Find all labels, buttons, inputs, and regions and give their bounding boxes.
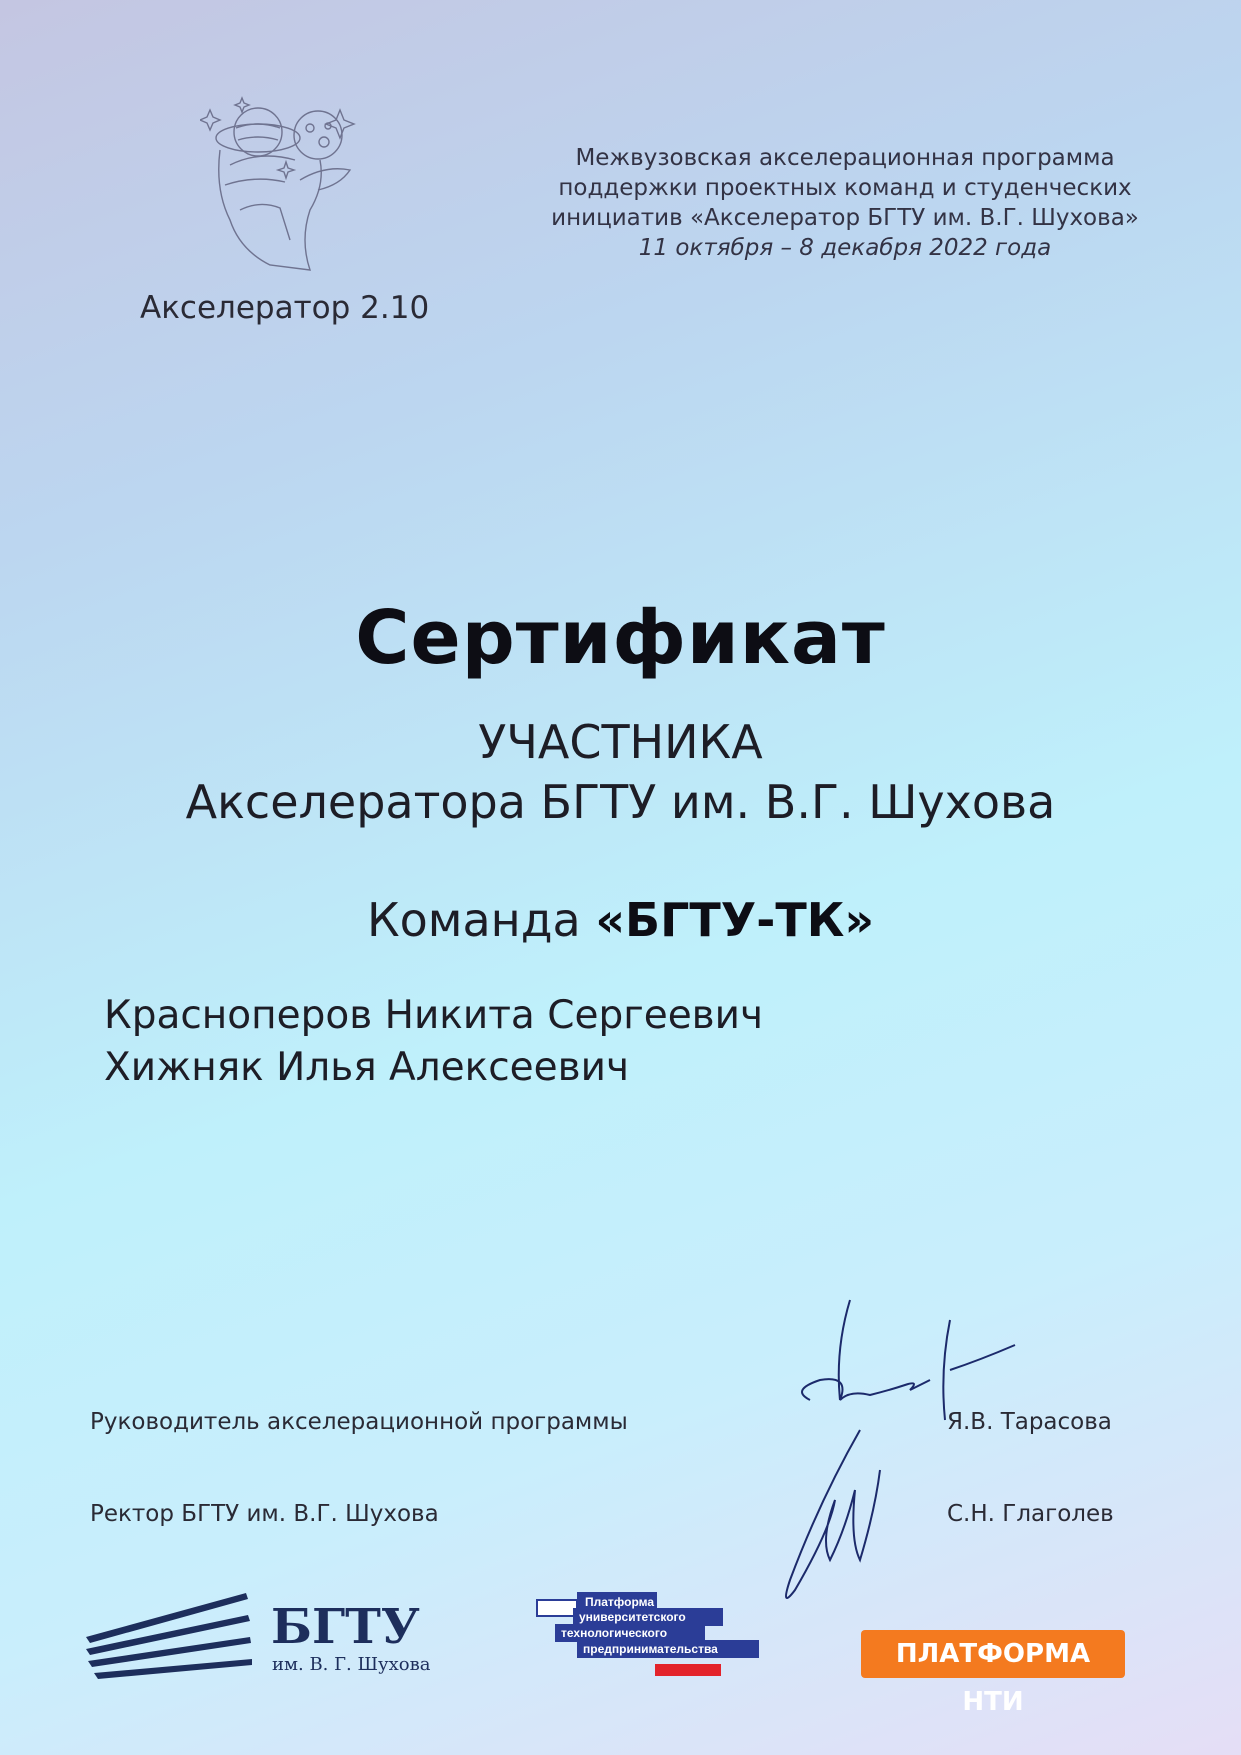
platform-logo-line: предпринимательства (583, 1642, 718, 1656)
program-line: поддержки проектных команд и студенческих (558, 175, 1132, 201)
member-name: Красноперов Никита Сергеевич (104, 993, 764, 1038)
program-line: инициатив «Акселератор БГТУ им. В.Г. Шухова» (551, 205, 1139, 231)
signer-name: С.Н. Глаголев (947, 1501, 1114, 1527)
signer-role: Руководитель акселерационной программы (90, 1409, 628, 1435)
subtitle-accelerator: Акселератора БГТУ им. В.Г. Шухова (185, 775, 1056, 829)
team-line (0, 893, 1241, 947)
signature-glagolev (760, 1420, 910, 1620)
program-dates: 11 октября – 8 декабря 2022 года (638, 235, 1052, 261)
team-name: «БГТУ-ТК» (595, 893, 875, 947)
nti-platform-logo: ПЛАТФОРМА НТИ (861, 1630, 1125, 1678)
platform-logo-line: технологического (561, 1626, 668, 1640)
signature-tarasova (780, 1290, 1020, 1440)
platform-logo-line: университетского (579, 1610, 686, 1624)
bgtu-logo-subtitle: им. В. Г. Шухова (272, 1654, 431, 1675)
platform-logo-line: Платформа (585, 1595, 655, 1609)
member-name: Хижняк Илья Алексеевич (104, 1045, 630, 1090)
subtitle-participant: УЧАСТНИКА (478, 715, 763, 769)
member-list (104, 990, 1004, 1094)
platform-logo (535, 1588, 760, 1680)
certificate-subtitle (0, 712, 1241, 832)
accelerator-label: Акселератор 2.10 (140, 290, 430, 326)
certificate-title: Сертификат (355, 595, 886, 681)
bgtu-logo (86, 1585, 456, 1685)
signer-role: Ректор БГТУ им. В.Г. Шухова (90, 1501, 439, 1527)
planet-bust-sketch-icon (200, 90, 380, 280)
signer-name: Я.В. Тарасова (947, 1409, 1112, 1435)
team-prefix: Команда (366, 893, 596, 947)
bgtu-logo-title: БГТУ (271, 1599, 420, 1655)
program-line: Межвузовская акселерационная программа (575, 145, 1115, 171)
program-description (520, 143, 1170, 263)
